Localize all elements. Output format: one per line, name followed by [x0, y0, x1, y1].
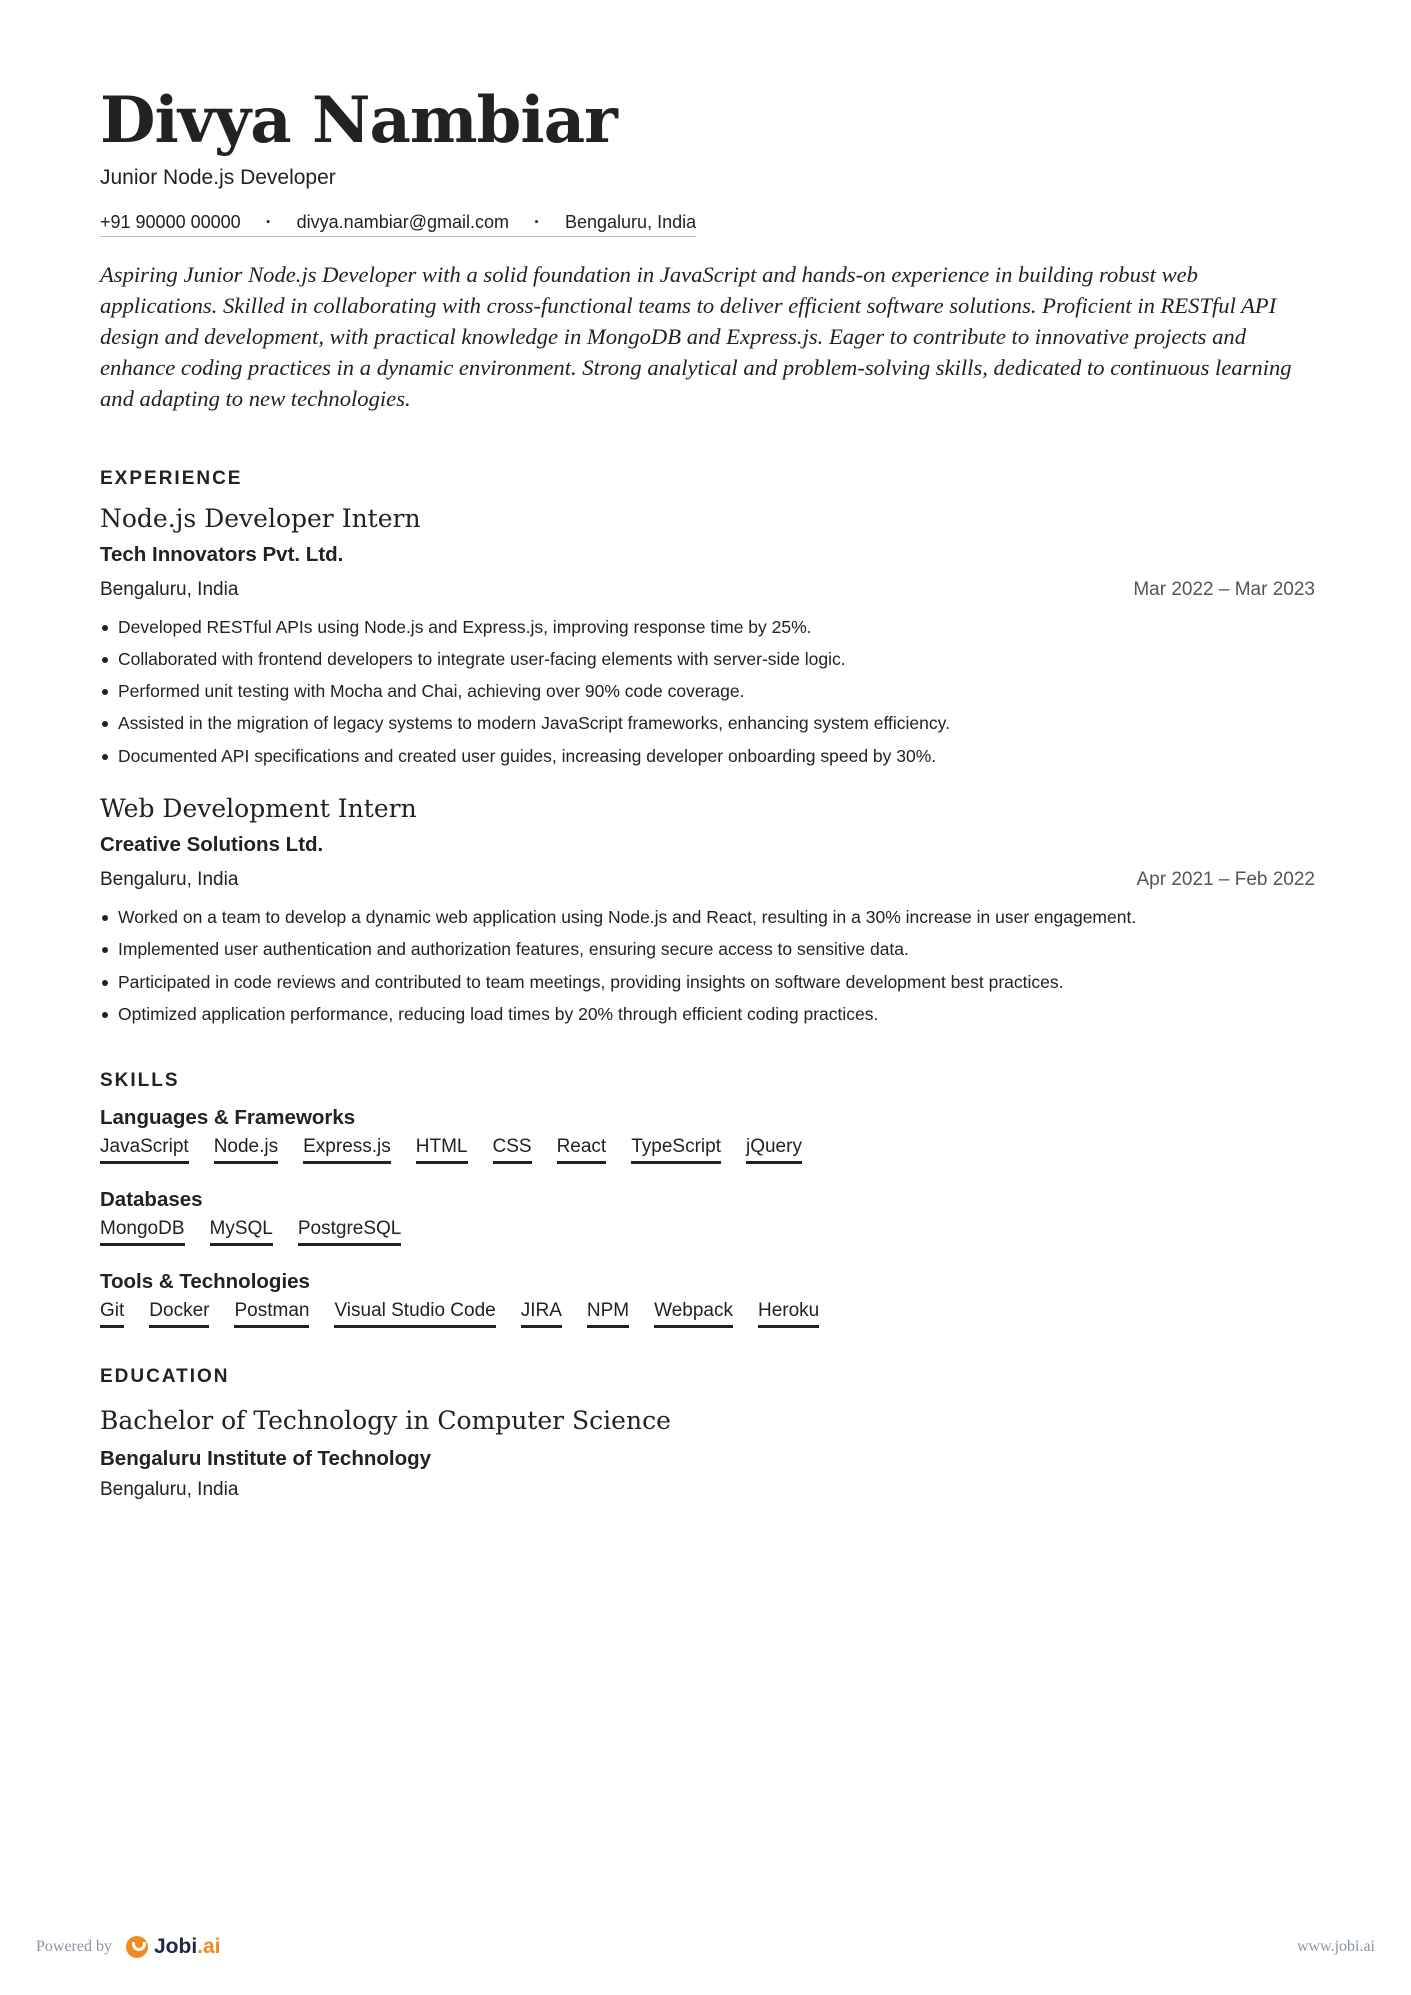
- summary-paragraph: Aspiring Junior Node.js Developer with a solid foundation in JavaScript and hands-on experience in building robust web applications. Skilled in collaborating with cross-functional teams to deliver efficient software solutions. Proficient in RESTful API design and development, with practical knowledge in MongoDB and Express.js. Eager to contribute to innovative projects and enhance coding practices in a dynamic environment. Strong analytical and problem-solving skills, dedicated to continuous learning and adapting to new technologies.: [100, 261, 1292, 411]
- brand-name: Jobi: [153, 1935, 198, 1958]
- skill-group: [100, 1270, 1315, 1328]
- job-dates: Apr 2021 – Feb 2022: [1136, 869, 1315, 891]
- brand-suffix: .ai: [197, 1935, 221, 1958]
- skill-tag: Node.js: [214, 1136, 278, 1164]
- skill-tag: Visual Studio Code: [334, 1300, 495, 1328]
- job-bullet: Performed unit testing with Mocha and Chai, achieving over 90% code coverage.: [100, 675, 1315, 707]
- skill-tag: MySQL: [210, 1218, 273, 1246]
- job-title: Web Development Intern: [100, 794, 417, 824]
- skill-tag: React: [557, 1136, 607, 1164]
- candidate-name: Divya Nambiar: [100, 83, 617, 158]
- candidate-title: Junior Node.js Developer: [100, 165, 336, 189]
- skill-tag: CSS: [493, 1136, 532, 1164]
- skill-tag: JavaScript: [100, 1136, 189, 1164]
- skill-tag: NPM: [587, 1300, 629, 1328]
- skills-heading: SKILLS: [100, 1070, 180, 1092]
- contact-separator: ·: [534, 211, 540, 232]
- contact-separator: ·: [265, 211, 272, 232]
- skill-group-name: Tools & Technologies: [100, 1270, 310, 1294]
- skill-tag: MongoDB: [100, 1218, 185, 1246]
- job-bullet: Assisted in the migration of legacy systems to modern JavaScript frameworks, enhancing system efficiency.: [100, 707, 1315, 739]
- education-heading: EDUCATION: [100, 1366, 230, 1388]
- powered-by-label: Powered by: [36, 1938, 112, 1955]
- experience-heading: EXPERIENCE: [100, 467, 243, 489]
- skill-group: [100, 1106, 1315, 1164]
- job-bullet: Developed RESTful APIs using Node.js and Express.js, improving response time by 25%.: [100, 611, 1315, 643]
- jobi-logo-icon: [126, 1936, 148, 1958]
- job-bullet: Participated in code reviews and contributed to team meetings, providing insights on software development best practices.: [100, 966, 1315, 998]
- skill-tags: [100, 1300, 1315, 1328]
- contact-row: [100, 212, 696, 237]
- job-bullets: [100, 901, 1315, 1030]
- skill-tag: jQuery: [746, 1136, 802, 1164]
- job-entry: [100, 794, 1315, 1030]
- skill-tag: Git: [100, 1300, 124, 1328]
- job-bullets: [100, 611, 1315, 772]
- job-entry: [100, 504, 1315, 772]
- skill-group: [100, 1188, 1315, 1246]
- job-company: Tech Innovators Pvt. Ltd.: [100, 542, 344, 566]
- page-footer: [36, 1932, 1375, 1962]
- job-company: Creative Solutions Ltd.: [100, 833, 324, 857]
- job-bullet: Documented API specifications and created user guides, increasing developer onboarding speed by 30%.: [100, 740, 1315, 772]
- skill-tags: [100, 1218, 1315, 1246]
- education-location: Bengaluru, India: [100, 1479, 239, 1501]
- skill-tag: Express.js: [303, 1136, 391, 1164]
- education-degree: Bachelor of Technology in Computer Science: [100, 1406, 671, 1436]
- skill-group-name: Languages & Frameworks: [100, 1106, 356, 1130]
- job-location: Bengaluru, India: [100, 869, 239, 891]
- skill-tag: JIRA: [521, 1300, 562, 1328]
- skill-tag: Docker: [149, 1300, 209, 1328]
- education-school: Bengaluru Institute of Technology: [100, 1447, 432, 1471]
- footer-site-link[interactable]: www.jobi.ai: [1296, 1938, 1375, 1955]
- powered-by[interactable]: [36, 1935, 221, 1959]
- job-bullet: Collaborated with frontend developers to integrate user-facing elements with server-side logic.: [100, 643, 1315, 675]
- skill-tag: Postman: [234, 1300, 309, 1328]
- skill-tag: TypeScript: [631, 1136, 721, 1164]
- contact-email[interactable]: divya.nambiar@gmail.com: [296, 211, 509, 232]
- contact-location: Bengaluru, India: [565, 211, 697, 232]
- job-bullet: Optimized application performance, reducing load times by 20% through efficient coding practices.: [100, 998, 1315, 1030]
- job-meta: [100, 579, 1315, 601]
- skill-tags: [100, 1136, 1315, 1164]
- job-title: Node.js Developer Intern: [100, 503, 421, 533]
- skill-group-name: Databases: [100, 1188, 203, 1212]
- job-location: Bengaluru, India: [100, 578, 239, 600]
- skill-tag: HTML: [416, 1136, 468, 1164]
- job-meta: [100, 869, 1315, 891]
- job-dates: Mar 2022 – Mar 2023: [1133, 578, 1315, 600]
- job-bullet: Implemented user authentication and authorization features, ensuring secure access to sensitive data.: [100, 933, 1315, 965]
- contact-phone[interactable]: +91 90000 00000: [100, 211, 241, 232]
- job-bullet: Worked on a team to develop a dynamic web application using Node.js and React, resulting in a 30% increase in user engagement.: [100, 901, 1315, 933]
- skill-tag: PostgreSQL: [298, 1218, 402, 1246]
- jobi-brand[interactable]: [126, 1935, 221, 1959]
- skill-tag: Webpack: [654, 1300, 733, 1328]
- skill-tag: Heroku: [758, 1300, 819, 1328]
